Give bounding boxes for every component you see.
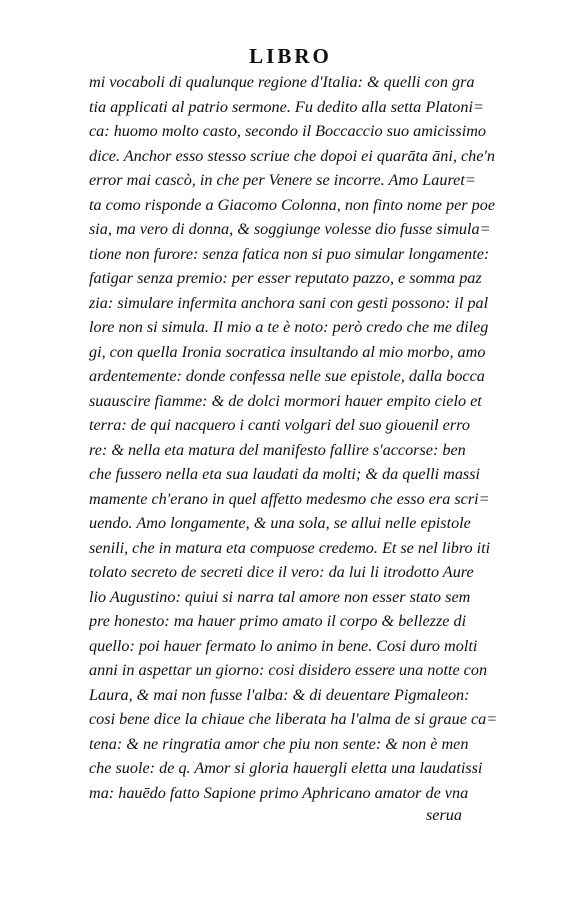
running-head: LIBRO	[249, 44, 332, 68]
text-line: tione non furore: senza fatica non si puo simular longamente:	[89, 244, 490, 263]
text-line: senili, che in matura eta compuose credemo. Et se nel libro iti	[89, 538, 491, 557]
text-line: terra: de qui nacquero i canti volgari del suo giouenil erro	[89, 416, 470, 434]
text-line: quello: poi hauer fermato lo animo in bene. Cosi duro molti	[89, 636, 478, 655]
text-line: re: & nella eta matura del manifesto fallire s'accorse: ben	[89, 440, 466, 459]
text-line: dice. Anchor esso stesso scriue che dopoi ei quarāta āni, che'n	[89, 146, 495, 165]
text-line: che suole: de q. Amor si gloria hauergli eletta una laudatissi	[89, 759, 483, 777]
text-line: tolato secreto de secreti dice il vero: da lui li itrodotto Aure	[89, 563, 474, 581]
text-line: mamente ch'erano in quel affetto medesmo che esso era scri=	[89, 489, 490, 508]
text-line: cosi bene dice la chiaue che liberata ha l'alma de si graue ca=	[89, 710, 497, 728]
text-line: lio Augustino: quiui si narra tal amore non esser stato sem	[89, 587, 471, 606]
text-line: pre honesto: ma hauer primo amato il corpo & bellezze di	[89, 612, 467, 630]
text-line: gi, con quella Ironia socratica insultando al mio morbo, amo	[89, 342, 486, 361]
text-line: lore non si simula. Il mio a te è noto: però credo che me dileg	[89, 318, 489, 336]
text-line: sia, ma vero di donna, & soggiunge volesse dio fusse simula=	[89, 220, 491, 238]
text-line: che fussero nella eta sua laudati da molti; & da quelli massi	[89, 465, 481, 483]
text-line: tia applicati al patrio sermone. Fu dedito alla setta Platoni=	[89, 97, 484, 116]
catchword: serua	[426, 806, 462, 824]
text-line: ardentemente: donde confessa nelle sue epistole, dalla bocca	[89, 367, 485, 385]
text-line: Laura, & mai non fusse l'alba: & di deuentare Pigmaleon:	[89, 685, 470, 704]
text-line: anni in aspettar un giorno: cosi disidero essere una notte con	[89, 661, 488, 679]
text-block	[89, 70, 497, 805]
text-line: mi vocaboli di qualunque regione d'Italia: & quelli con gra	[89, 73, 475, 91]
text-line: error mai cascò, in che per Venere se incorre. Amo Lauret=	[89, 171, 476, 189]
text-line: ca: huomo molto casto, secondo il Boccaccio suo amicissimo	[89, 122, 486, 140]
text-line: tena: & ne ringratia amor che piu non sente: & non è men	[89, 734, 469, 753]
text-line: fatigar senza premio: per esser reputato pazzo, e somma paz	[89, 269, 482, 287]
text-line: uendo. Amo longamente, & una sola, se allui nelle epistole	[89, 514, 471, 532]
text-line: suauscire fiamme: & de dolci mormori hauer empito cielo et	[89, 391, 482, 410]
text-line: ta como risponde a Giacomo Colonna, non finto nome per poe	[89, 195, 495, 214]
text-line: ma: hauēdo fatto Sapione primo Aphricano amator de vna	[89, 783, 469, 802]
text-line: zia: simulare infermita anchora sani con gesti possono: il pal	[89, 293, 489, 312]
